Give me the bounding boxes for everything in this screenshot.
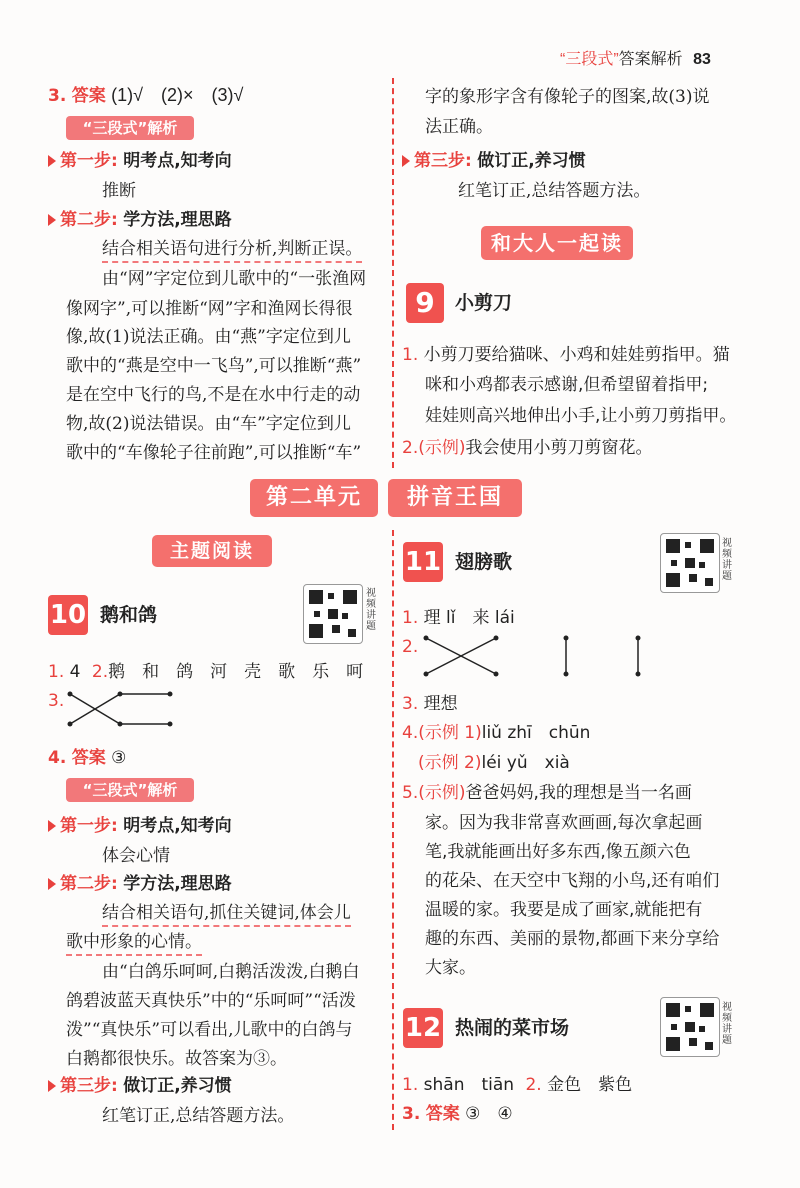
page-number: 83: [693, 51, 711, 68]
rb-a5-2: 家。因为我非常喜欢画画,每次拿起画: [425, 813, 703, 833]
arrow-icon: [48, 214, 56, 226]
left-top-para-2: 像网字”,可以推断“网”字和渔网长得很: [66, 299, 353, 319]
rb-a5-7: 大家。: [425, 958, 476, 978]
qr-label: 视频讲题: [722, 538, 732, 582]
lb-step3-text: 红笔订正,总结答题方法。: [102, 1106, 295, 1126]
step1-text: 推断: [102, 181, 136, 201]
lesson-10-title: 鹅和鸽: [100, 604, 158, 626]
r-a2: 2.(示例)我会使用小剪刀剪窗花。: [402, 438, 653, 458]
qr-code-icon: [660, 533, 720, 593]
left-top-para-6: 物,故(2)说法错误。由“车”字定位到儿: [66, 414, 351, 434]
lb-a1-a2: 1. 4 2.鹅 和 鸽 河 壳 歌 乐 呵: [48, 662, 364, 682]
lb-para-4: 白鹅都很快乐。故答案为③。: [66, 1049, 287, 1069]
rb-a4-1: 4.(示例 1)liǔ zhī chūn: [402, 723, 591, 743]
lb-step3: 第三步: 做订正,养习惯: [48, 1075, 232, 1098]
arrow-icon: [402, 155, 410, 167]
rb-a5-1: 5.(示例)爸爸妈妈,我的理想是当一名画: [402, 783, 692, 803]
lb-step2-line-2: 歌中形象的心情。: [66, 931, 202, 956]
rb-b1-b2: 1. shān tiān 2. 金色 紫色: [402, 1075, 633, 1095]
lb-para-1: 由“白鸽乐呵呵,白鹅活泼泼,白鹅白: [102, 962, 360, 982]
qr-code-icon: [661, 534, 719, 592]
left-top-para-5: 是在空中飞行的鸟,不是在水中行走的动: [66, 385, 361, 405]
qr-code-icon: [661, 998, 719, 1056]
lb-a3-num: 3.: [48, 691, 65, 711]
lb-step2-line-1: 结合相关语句,抓住关键词,体会儿: [102, 902, 351, 927]
step2-line: 结合相关语句进行分析,判断正误。: [102, 238, 362, 263]
theme-reading-banner: 主题阅读: [152, 535, 272, 567]
rb-a2-num: 2.: [402, 637, 419, 657]
read-together-banner: 和大人一起读: [481, 226, 633, 260]
matching-lines-11: [418, 632, 658, 682]
rb-a5-4: 的花朵、在天空中飞翔的小鸟,还有咱们: [425, 871, 720, 891]
lesson-11-title: 翅膀歌: [455, 551, 513, 573]
rb-a5-3: 笔,我就能画出好多东西,像五颜六色: [425, 842, 691, 862]
lb-step1: 第一步: 明考点,知考向: [48, 815, 232, 838]
r-a1-line-3: 娃娃则高兴地伸出小手,让小剪刀剪指甲。: [425, 406, 737, 426]
step2: 第二步: 学方法,理思路: [48, 209, 232, 232]
right-step3-text: 红笔订正,总结答题方法。: [458, 181, 651, 201]
column-divider-top: [392, 78, 394, 468]
header-title: 答案解析: [618, 51, 683, 68]
arrow-icon: [48, 1080, 56, 1092]
column-divider-bottom: [392, 530, 394, 1130]
rb-a5-5: 温暖的家。我要是成了画家,就能把有: [425, 900, 703, 920]
unit-banner: [250, 479, 522, 517]
right-step3: 第三步: 做订正,养习惯: [402, 150, 586, 173]
lb-para-3: 泼”“真快乐”可以看出,儿歌中的白鸽与: [66, 1020, 353, 1040]
lesson-11-badge: 11: [403, 542, 443, 582]
left-top-para-7: 歌中的“车像轮子往前跑”,可以推断“车”: [66, 443, 362, 463]
header-tag: “三段式”: [560, 51, 619, 68]
rb-a4-2: (示例 2)léi yǔ xià: [418, 753, 570, 773]
arrow-icon: [48, 878, 56, 890]
step1: 第一步: 明考点,知考向: [48, 150, 232, 173]
q3-answer-line: 3. 答案 (1)√ (2)× (3)√: [48, 85, 244, 106]
unit-banner-right: 拼音王国: [388, 479, 522, 517]
right-top-cont-1: 字的象形字含有像轮子的图案,故(3)说: [425, 87, 710, 107]
qr-label: 视频讲题: [722, 1002, 732, 1046]
left-top-para-4: 歌中的“燕是空中一飞鸟”,可以推断“燕”: [66, 356, 362, 376]
rb-b3: 3. 答案 ③ ④: [402, 1104, 513, 1124]
left-top-para-1: 由“网”字定位到儿歌中的“一张渔网: [102, 269, 367, 289]
lesson-9-badge: 9: [406, 283, 444, 323]
qr-code-icon: [303, 584, 363, 644]
unit-banner-left: 第二单元: [250, 479, 378, 517]
qr-code-icon: [304, 585, 362, 643]
qr-label: 视频讲题: [366, 588, 376, 632]
lesson-12-badge: 12: [403, 1008, 443, 1048]
rb-a5-6: 趣的东西、美丽的景物,都画下来分享给: [425, 929, 720, 949]
rb-a3: 3. 理想: [402, 694, 458, 714]
right-top-cont-2: 法正确。: [425, 117, 493, 137]
rb-a1: 1. 理 lǐ 来 lái: [402, 608, 515, 628]
arrow-icon: [48, 155, 56, 167]
matching-lines-10: [64, 688, 180, 734]
left-top-para-3: 像,故(1)说法正确。由“燕”字定位到儿: [66, 327, 351, 347]
three-step-pill: “三段式”解析: [66, 778, 194, 802]
lesson-12-title: 热闹的菜市场: [455, 1017, 570, 1039]
lb-a4: 4. 答案 ③: [48, 748, 127, 768]
r-a1-line-2: 咪和小鸡都表示感谢,但希望留着指甲;: [425, 375, 709, 395]
three-step-pill: “三段式”解析: [66, 116, 194, 140]
page-header: [560, 48, 711, 71]
lb-step1-text: 体会心情: [102, 846, 170, 866]
lesson-9-title: 小剪刀: [455, 292, 513, 314]
r-a1-line-1: 1. 小剪刀要给猫咪、小鸡和娃娃剪指甲。猫: [402, 345, 730, 365]
arrow-icon: [48, 820, 56, 832]
qr-code-icon: [660, 997, 720, 1057]
lb-para-2: 鸽碧波蓝天真快乐”中的“乐呵呵”“活泼: [66, 991, 356, 1011]
lb-step2: 第二步: 学方法,理思路: [48, 873, 232, 896]
lesson-10-badge: 10: [48, 595, 88, 635]
